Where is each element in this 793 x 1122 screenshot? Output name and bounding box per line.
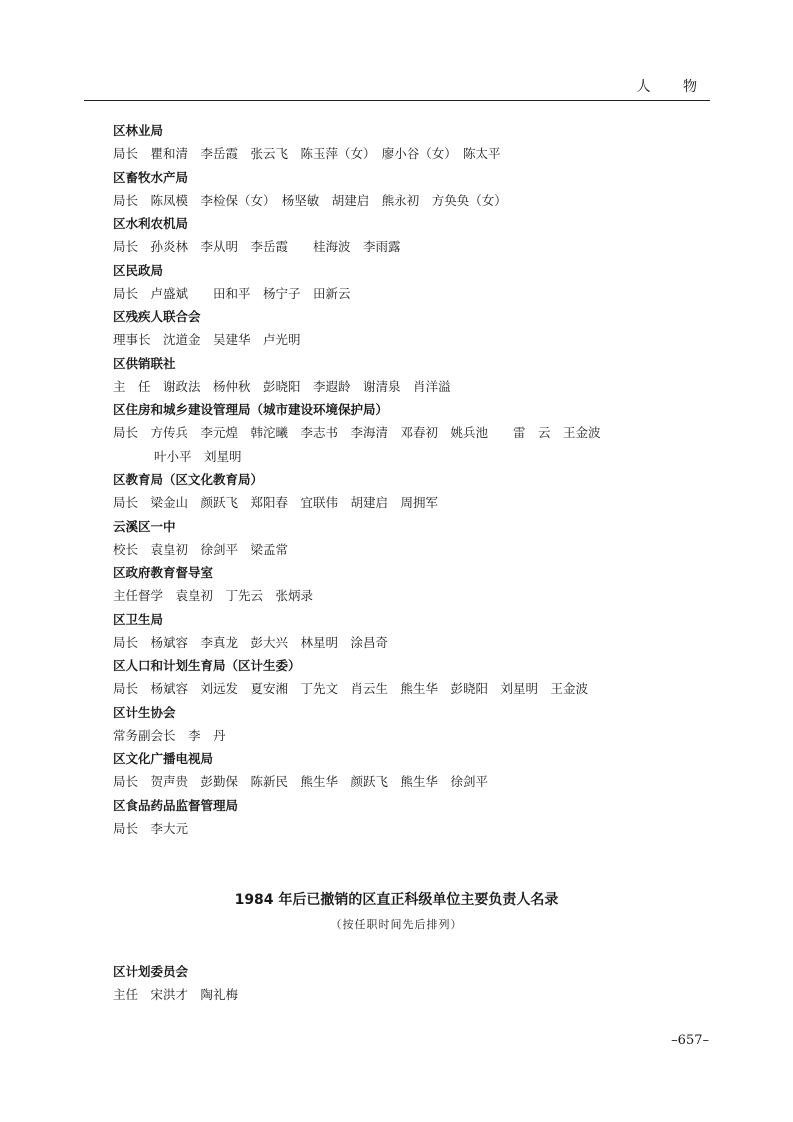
officer-line: 局长 杨斌容 刘远发 夏安湘 丁先文 肖云生 熊生华 彭晓阳 刘星明 王金波: [113, 681, 589, 696]
header-rule: [84, 100, 710, 101]
section-heading: 1984 年后已撤销的区直正科级单位主要负责人名录: [234, 892, 559, 908]
officer-line: 主任 宋洪才 陶礼梅: [113, 987, 239, 1002]
unit-title: 区计划委员会: [113, 964, 189, 979]
unit-title: 区残疾人联合会: [113, 309, 201, 324]
unit-title: 区卫生局: [113, 611, 164, 627]
unit-title: 区住房和城乡建设管理局（城市建设环境保护局）: [113, 402, 389, 417]
officer-line: 局长 卢盛斌 田和平 杨宁子 田新云: [113, 285, 351, 301]
unit-title: 区水利农机局: [113, 216, 189, 231]
officer-line: 主任督学 袁皇初 丁先云 张炳录: [113, 588, 314, 603]
unit-title: 区政府教育督导室: [113, 565, 214, 580]
unit-title: 区食品药品监督管理局: [113, 797, 239, 813]
unit-title: 区畜牧水产局: [113, 169, 189, 185]
officer-line: 理事长 沈道金 吴建华 卢光明: [113, 332, 301, 347]
unit-title: 区民政局: [113, 262, 164, 278]
unit-title: 区林业局: [113, 123, 164, 138]
officer-line: 局长 陈凤模 李检保（女） 杨坚敏 胡建启 熊永初 方奂奂（女）: [113, 192, 507, 208]
page-number: –657–: [671, 1033, 709, 1048]
section-entries-list: [113, 960, 703, 1007]
officer-line: 主 任 谢政法 杨仲秋 彭晓阳 李遐龄 谢清泉 肖洋溢: [113, 378, 451, 394]
unit-title: 云溪区一中: [113, 518, 176, 534]
officer-line: 局长 杨斌容 李真龙 彭大兴 林星明 涂昌奇: [113, 634, 389, 650]
unit-title: 区计生协会: [113, 704, 176, 720]
unit-title: 区文化广播电视局: [113, 751, 214, 766]
officer-line: 常务副会长 李 丹: [113, 727, 226, 743]
officer-line: 局长 方传兵 李元煌 韩沱曦 李志书 李海清 邓春初 姚兵池 雷 云 王金波: [113, 425, 601, 440]
entries-list: [113, 119, 703, 840]
officer-line: 局长 贺声贵 彭勤保 陈新民 熊生华 颜跃飞 熊生华 徐剑平: [113, 774, 489, 789]
officer-line: 局长 孙炎林 李从明 李岳霞 桂海波 李雨露: [113, 239, 401, 254]
section-note: （按任职时间先后排列）: [330, 918, 463, 931]
officer-line: 局长 瞿和清 李岳霞 张云飞 陈玉萍（女） 廖小谷（女） 陈太平: [113, 146, 501, 161]
officer-line: 局长 李大元: [113, 820, 189, 836]
officer-line: 校长 袁皇初 徐剑平 梁孟常: [113, 541, 289, 557]
running-head: 人 物: [636, 79, 711, 95]
officer-line: 叶小平 刘星明: [154, 448, 242, 464]
unit-title: 区人口和计划生育局（区计生委）: [113, 658, 301, 673]
unit-title: 区供销联社: [113, 355, 176, 371]
officer-line: 局长 梁金山 颜跃飞 郑阳春 宜联伟 胡建启 周拥军: [113, 495, 439, 510]
unit-title: 区教育局（区文化教育局）: [113, 472, 264, 487]
